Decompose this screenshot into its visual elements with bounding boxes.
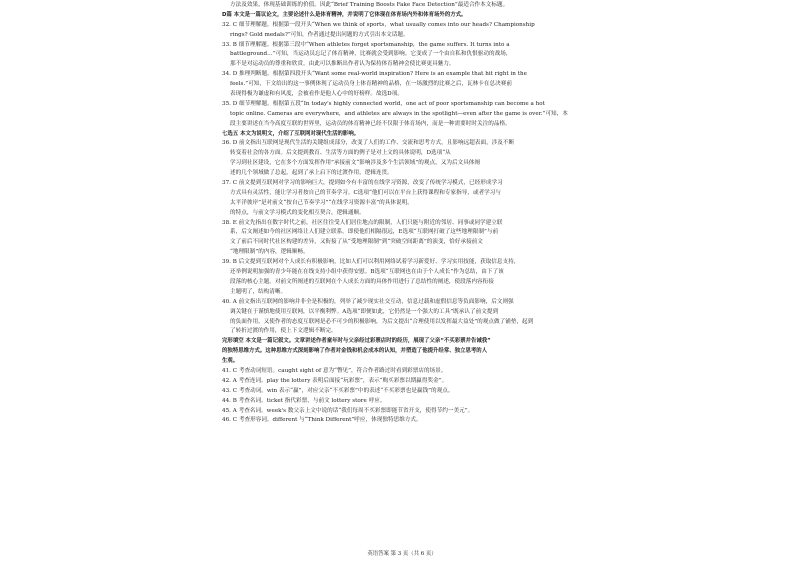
- section-heading-line: 生观。: [222, 358, 239, 365]
- text-line: 系，后文阐述如今的社区网络让人们建立联系。即使他们相隔很远，E选项“互联网打破了这些地理限制”与前: [230, 229, 499, 236]
- text-line: 述的几个领域做了总起，起到了承上启下的过渡作用，逻辑连贯。: [230, 170, 393, 177]
- text-line: 33. B 细节理解题。根据第三段中“When athletes forget sportsmanship，the game suffers. It turns into a: [222, 41, 510, 48]
- text-line: 调关键在于谨慎地使用互联网，以平衡利弊。A选项“即便如此，它仍然是一个强大的工具”既承认了前文提到: [230, 308, 499, 315]
- text-line: 32. C 细节理解题。根据第一段开头“When we think of sports，what usually comes into our heads? Championship: [222, 21, 535, 28]
- text-line: 太平洋彼岸”是对前文“按自己节奏学习”“在线学习资源丰富”的具体说明。: [230, 199, 413, 206]
- answer-sheet-page: [222, 0, 582, 565]
- text-line: 段落的核心主题。对前文所阐述的互联网在个人成长方面的具体作用进行了总结性的阐述，使段落内容衔接: [230, 278, 494, 285]
- text-line: 段主要讲述在当今高度互联的世界里，运动员的体育精神已经不仅限于体育场内，而是一种需要时时关注的品格。: [230, 120, 511, 127]
- text-line: feels.”可知，下文给出的这一事例体现了运动员身上体育精神的品格，在一场激烈的比赛之后，瓦林卡在总决赛前: [230, 81, 512, 88]
- section-heading-line: 的独特思维方式。这种思维方式深刻影响了作者对金钱和机会成本的认知，并塑造了他提升经常、独立思考的人: [222, 348, 488, 355]
- text-line: 的负面作用，又使作者的态度互联网是必不可少的积极影响，为后文提出“合理使用以发挥最大益处”的观点做了铺垫，起到: [230, 318, 534, 325]
- text-line: “地理限制”的内容，逻辑顺畅。: [230, 249, 309, 256]
- section-heading-line: 七选五 本文为说明文，介绍了互联网对现代生活的影响。: [222, 130, 360, 137]
- text-line: 39. B 后文提到互联网对个人成长有积极影响，比如人们可以利用网络试着学习新爱好、学习实用技能，获取信息支持，: [222, 259, 520, 266]
- text-line: 还举例说明加强的青少年能在在线支持小组中获得安慰。B选项“互联网也在由于个人成长”作为总结，由下了该: [230, 269, 504, 276]
- text-line: 转变着社会的各方面。后文提到教育、生活等方面的例子是对上文的具体说明，D选项“从: [230, 150, 451, 157]
- text-line: rings? Gold medals?”可知，作者通过提出问题的方式引出本文话题。: [230, 31, 409, 38]
- answer-text-body: [222, 1, 582, 426]
- text-line: 主题明了，结构清晰。: [230, 288, 287, 295]
- text-line: battleground…”可知，当运动员忘记了体育精神，比赛就会受到影响。它变成了一个由自私和仇恨驱动的战场，: [230, 51, 512, 58]
- text-line: topic online. Cameras are everywhere，and athletes are always in the spotlight—even after the game is over.”可知，本: [230, 110, 568, 117]
- text-line: 文了前后不同时代社区构建的差异，又衔接了从“受地理限制”到“突破空间距离”的演变，恰好承接前文: [230, 239, 483, 246]
- text-line: 方式具有灵活性，能让学习者按自己的节奏学习。C选项“他们可以在平台上获得课程和专家指导，或者学习与: [230, 189, 502, 196]
- text-line: 46. C 考查形容词。different 与“Think Different”呼应，体现独特思维方式。: [222, 417, 422, 424]
- text-line: 那不是对运动员的尊重和欣赏。由此可以推断出作者认为保持体育精神会使比赛更具魅力。: [230, 61, 455, 68]
- text-line: 43. C 考查动词。win 表示“赢”，对应父亲“不买彩票”中的表述“不买彩票也是赢钱”的观点。: [222, 387, 454, 394]
- text-line: 36. D 前文指出互联网是现代生活的关键组成部分，改变了人们的工作、交流和思考方式，且影响远超表面，涉及不断: [222, 140, 515, 147]
- text-line: 方法及效果，体现基础训练的价值。因此“Brief Training Boosts Fake Face Detection”最适合作本文标题。: [230, 2, 509, 8]
- text-line: 41. C 考查动词短语。caught sight of 意为“瞥见”，符合作者路过时看到彩票店的场景。: [222, 367, 447, 374]
- text-line: 34. D 推理判断题。根据第四段开头“Want some real-world inspiration? Here is an example that hit right in the: [222, 71, 527, 78]
- text-line: 37. C 前文提到互联网对学习的影响巨大，提到如今有丰富的在线学习资源，改变了传统学习模式，已经形成学习: [222, 180, 503, 187]
- text-line: 的特点，与前文学习模式的变化相互契合，逻辑通顺。: [230, 209, 365, 216]
- page-footer: 英语答案 第 3 页（共 6 页）: [367, 551, 437, 557]
- text-line: 了转折过渡的作用，使上下文逻辑不断完。: [230, 328, 337, 335]
- text-line: 44. B 考查名词。ticket 指代彩票，与前文 lottery store 呼应。: [222, 397, 386, 404]
- text-line: 45. A 考查名词。week's 数父亲上文中说的话“我们每周不买彩票即能节省开支，使得节约一美元”。: [222, 407, 474, 414]
- text-line: 38. E 前文先指出在数字时代之前，社区往往受人们居住地点的限制，人们只能与附近的邻居、同事或同学建立联: [222, 219, 503, 226]
- text-line: 学习到社区建设，它在多个方面发挥作用”承接前文“影响涉及多个生活领域”的观点，又为后文具体阐: [230, 160, 481, 167]
- text-line: 42. A 考查连词。play the lottery 表明后面接“玩彩票”，表示“购买彩票以期赢得奖金”。: [222, 377, 448, 384]
- text-line: 表现得极为谦虚和有风度，会被看作是他人心中的好榜样。故选D项。: [230, 91, 403, 98]
- section-heading-line: D篇 本文是一篇议论文，主要论述什么是体育精神，并说明了它体现在体育场内外和体育场外的方式。: [222, 11, 467, 18]
- text-line: 35. D 细节理解题。根据第五段“In today's highly connected world，one act of poor sportsmanship can become a hot: [222, 100, 545, 107]
- section-heading-line: 完形填空 本文是一篇记叙文。文章讲述作者童年时与父亲经过彩票店时的经历，展现了父亲“不买彩票并告诫我”: [222, 338, 491, 345]
- text-line: 40. A 前文指出互联网的影响并非全是积极的，列举了减少现实社交互动，信息过载和虚假信息等负面影响，后文则强: [222, 298, 514, 305]
